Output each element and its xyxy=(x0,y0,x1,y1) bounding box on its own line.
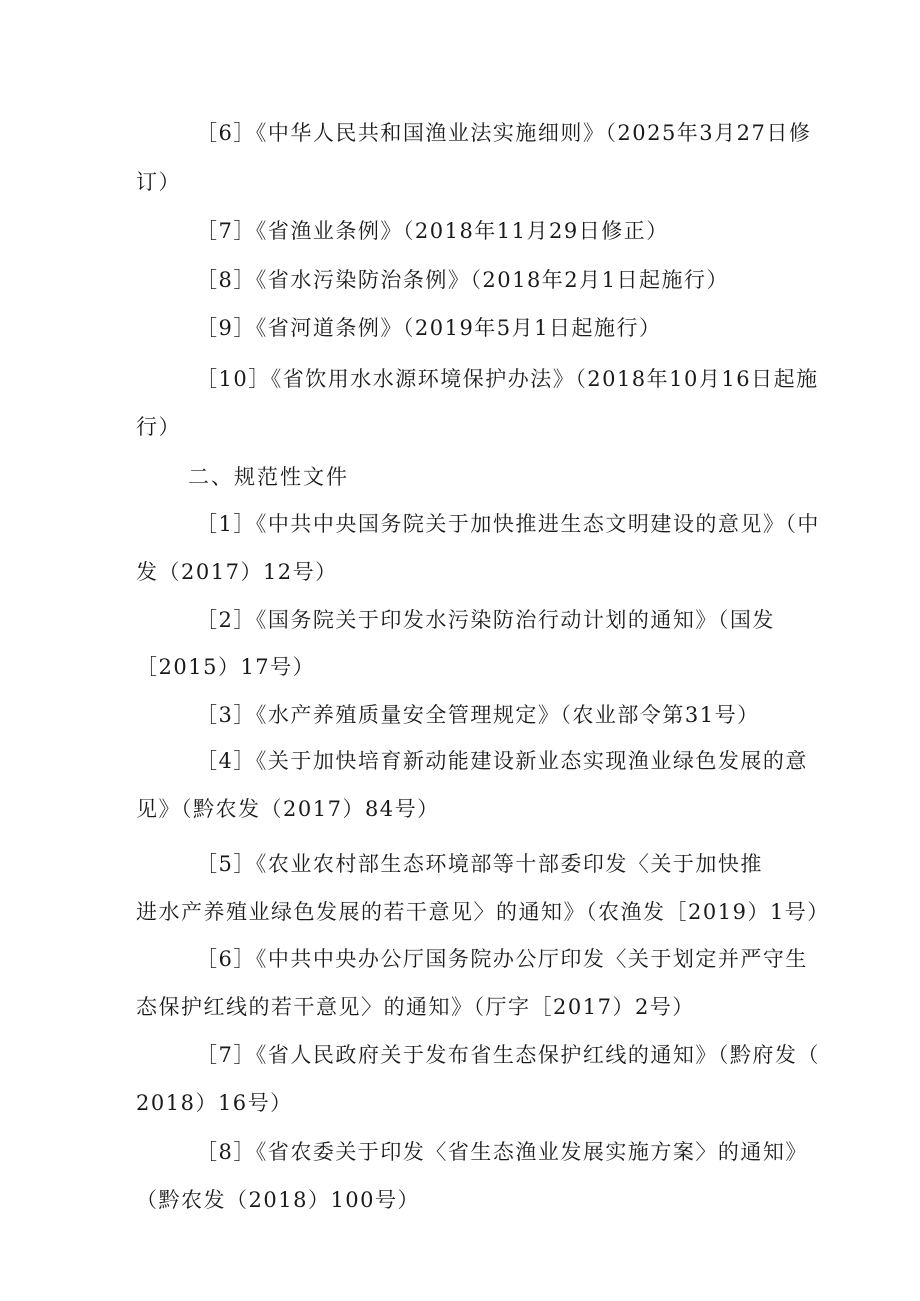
law-item-10-line2: 行） xyxy=(136,415,181,439)
normative-item-4-line1: ［4］《关于加快培育新动能建设新业态实现渔业绿色发展的意 xyxy=(196,749,808,773)
normative-item-4-line2: 见》（黔农发（2017）84号） xyxy=(136,797,440,821)
law-item-9: ［9］《省河道条例》（2019年5月1日起施行） xyxy=(196,316,662,340)
normative-item-7-line2: 2018）16号） xyxy=(136,1091,293,1115)
normative-item-3: ［3］《水产养殖质量安全管理规定》（农业部令第31号） xyxy=(196,703,760,727)
normative-item-5-line2: 进水产养殖业绿色发展的若干意见〉的通知》（农渔发［2019）1号） xyxy=(136,900,830,924)
normative-item-8-line1: ［8］《省农委关于印发〈省生态渔业发展实施方案〉的通知》 xyxy=(196,1140,808,1164)
normative-item-7-line1: ［7］《省人民政府关于发布省生态保护红线的通知》（黔府发（ xyxy=(196,1043,820,1067)
normative-item-1-line1: ［1］《中共中央国务院关于加快推进生态文明建设的意见》（中 xyxy=(196,512,820,536)
normative-item-2-line1: ［2］《国务院关于印发水污染防治行动计划的通知》（国发 xyxy=(196,608,775,632)
law-item-6-line2: 订） xyxy=(136,170,181,194)
normative-item-5-line1: ［5］《农业农村部生态环境部等十部委印发〈关于加快推 xyxy=(196,852,763,876)
section-heading: 二、规范性文件 xyxy=(188,465,349,489)
normative-item-6-line1: ［6］《中共中央办公厅国务院办公厅印发〈关于划定并严守生 xyxy=(196,947,808,971)
law-item-7: ［7］《省渔业条例》（2018年11月29日修正） xyxy=(196,219,669,243)
normative-item-6-line2: 态保护红线的若干意见〉的通知》（厅字［2017）2号） xyxy=(136,995,695,1019)
law-item-8: ［8］《省水污染防治条例》（2018年2月1日起施行） xyxy=(196,268,730,292)
law-item-6-line1: ［6］《中华人民共和国渔业法实施细则》（2025年3月27日修 xyxy=(196,121,812,145)
normative-item-8-line2: （黔农发（2018）100号） xyxy=(136,1188,421,1212)
normative-item-1-line2: 发（2017）12号） xyxy=(136,560,338,584)
law-item-10-line1: ［10］《省饮用水水源环境保护办法》（2018年10月16日起施 xyxy=(196,367,819,391)
normative-item-2-line2: ［2015）17号） xyxy=(136,655,316,679)
